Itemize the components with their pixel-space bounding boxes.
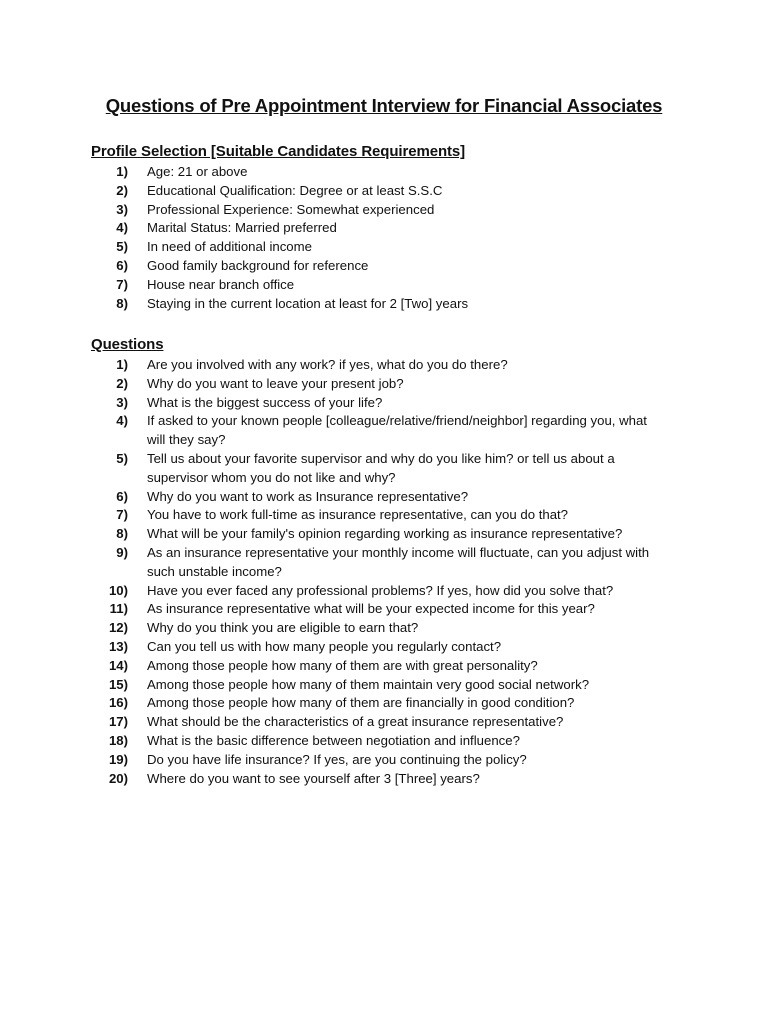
item-text: Professional Experience: Somewhat experienced [147, 201, 435, 217]
list-item [0, 238, 768, 257]
item-text: Age: 21 or above [147, 164, 248, 179]
list-item [0, 257, 768, 276]
list-item [0, 450, 768, 488]
item-text: Good family background for reference [147, 257, 369, 273]
list-item [0, 182, 768, 201]
item-text: Are you involved with any work? if yes, what do you do there? [147, 357, 508, 372]
item-number: 10) [108, 582, 128, 598]
list-item [0, 713, 768, 732]
item-number: 17) [108, 714, 128, 730]
item-text: Do you have life insurance? If yes, are you continuing the policy? [147, 751, 527, 767]
item-text: Why do you want to leave your present job? [147, 375, 404, 391]
item-text: In need of additional income [147, 239, 312, 255]
item-text: You have to work full-time as insurance representative, can you do that? [147, 507, 569, 523]
item-text: House near branch office [147, 276, 295, 292]
item-text: Why do you think you are eligible to earn that? [147, 620, 419, 636]
item-number: 2) [116, 182, 128, 198]
item-number: 1) [116, 357, 128, 372]
list-item [0, 219, 768, 238]
item-number: 12) [108, 620, 128, 636]
list-item [0, 694, 768, 713]
list-item [0, 276, 768, 295]
list-item [0, 394, 768, 413]
item-text: Among those people how many of them are financially in good condition? [147, 695, 575, 711]
item-number: 2) [116, 375, 128, 391]
list-item [0, 506, 768, 525]
list-item [0, 295, 768, 314]
item-number: 3) [116, 394, 128, 410]
list-item [0, 676, 768, 695]
list-item [0, 638, 768, 657]
item-number: 7) [116, 507, 128, 523]
item-text: Marital Status: Married preferred [147, 220, 337, 236]
list-item [0, 488, 768, 507]
list-item [0, 163, 768, 182]
item-text: Why do you want to work as Insurance representative? [147, 488, 469, 504]
item-number: 16) [108, 695, 128, 711]
item-text: What is the biggest success of your life? [147, 394, 383, 410]
item-text: As insurance representative what will be your expected income for this year? [147, 601, 595, 617]
item-number: 3) [116, 201, 128, 217]
item-text: Can you tell us with how many people you regularly contact? [147, 638, 502, 654]
profile-selection-heading: Profile Selection [Suitable Candidates Requirements] [91, 143, 466, 160]
list-item [0, 732, 768, 751]
item-text: Among those people how many of them are with great personality? [147, 657, 538, 673]
item-text: Have you ever faced any professional problems? If yes, how did you solve that? [147, 582, 614, 598]
item-number: 13) [108, 638, 128, 654]
item-text: What should be the characteristics of a great insurance representative? [147, 714, 564, 730]
item-text: If asked to your known people [colleague/relative/friend/neighbor] regarding you, what will they say? [147, 413, 647, 448]
item-number: 8) [116, 526, 128, 542]
item-text: What is the basic difference between negotiation and influence? [147, 732, 520, 748]
item-number: 20) [108, 770, 128, 786]
item-number: 8) [116, 295, 128, 311]
item-text: Where do you want to see yourself after 3 [Three] years? [147, 770, 480, 786]
item-number: 19) [108, 751, 128, 767]
item-number: 1) [116, 164, 128, 179]
item-text: Among those people how many of them maintain very good social network? [147, 676, 590, 692]
list-item [0, 356, 768, 375]
item-number: 4) [116, 413, 128, 429]
item-number: 9) [116, 544, 128, 560]
list-item [0, 582, 768, 601]
item-text: Staying in the current location at least for 2 [Two] years [147, 295, 469, 311]
item-text: Educational Qualification: Degree or at least S.S.C [147, 182, 443, 198]
item-number: 4) [116, 220, 128, 236]
item-number: 18) [108, 732, 128, 748]
list-item [0, 770, 768, 789]
list-item [0, 201, 768, 220]
item-number: 11) [109, 601, 128, 617]
item-text: As an insurance representative your monthly income will fluctuate, can you adjust with such unstable income? [147, 544, 650, 579]
list-item [0, 525, 768, 544]
item-number: 14) [108, 657, 128, 673]
item-number: 5) [116, 239, 128, 255]
item-number: 7) [116, 276, 128, 292]
item-text: Tell us about your favorite supervisor and why do you like him? or tell us about a supervisor whom you do not like and why? [147, 450, 615, 485]
list-item [0, 375, 768, 394]
item-number: 5) [116, 450, 128, 466]
questions-heading: Questions [91, 336, 164, 353]
list-item [0, 751, 768, 770]
questions-list [0, 356, 768, 788]
list-item [0, 412, 768, 450]
item-number: 6) [116, 488, 128, 504]
list-item [0, 600, 768, 619]
profile-requirements-list [0, 163, 768, 313]
list-item [0, 619, 768, 638]
document-title: Questions of Pre Appointment Interview for Financial Associates [105, 95, 663, 116]
item-text: What will be your family's opinion regarding working as insurance representative? [147, 526, 623, 542]
list-item [0, 657, 768, 676]
list-item [0, 544, 768, 582]
item-number: 6) [116, 257, 128, 273]
item-number: 15) [108, 676, 128, 692]
